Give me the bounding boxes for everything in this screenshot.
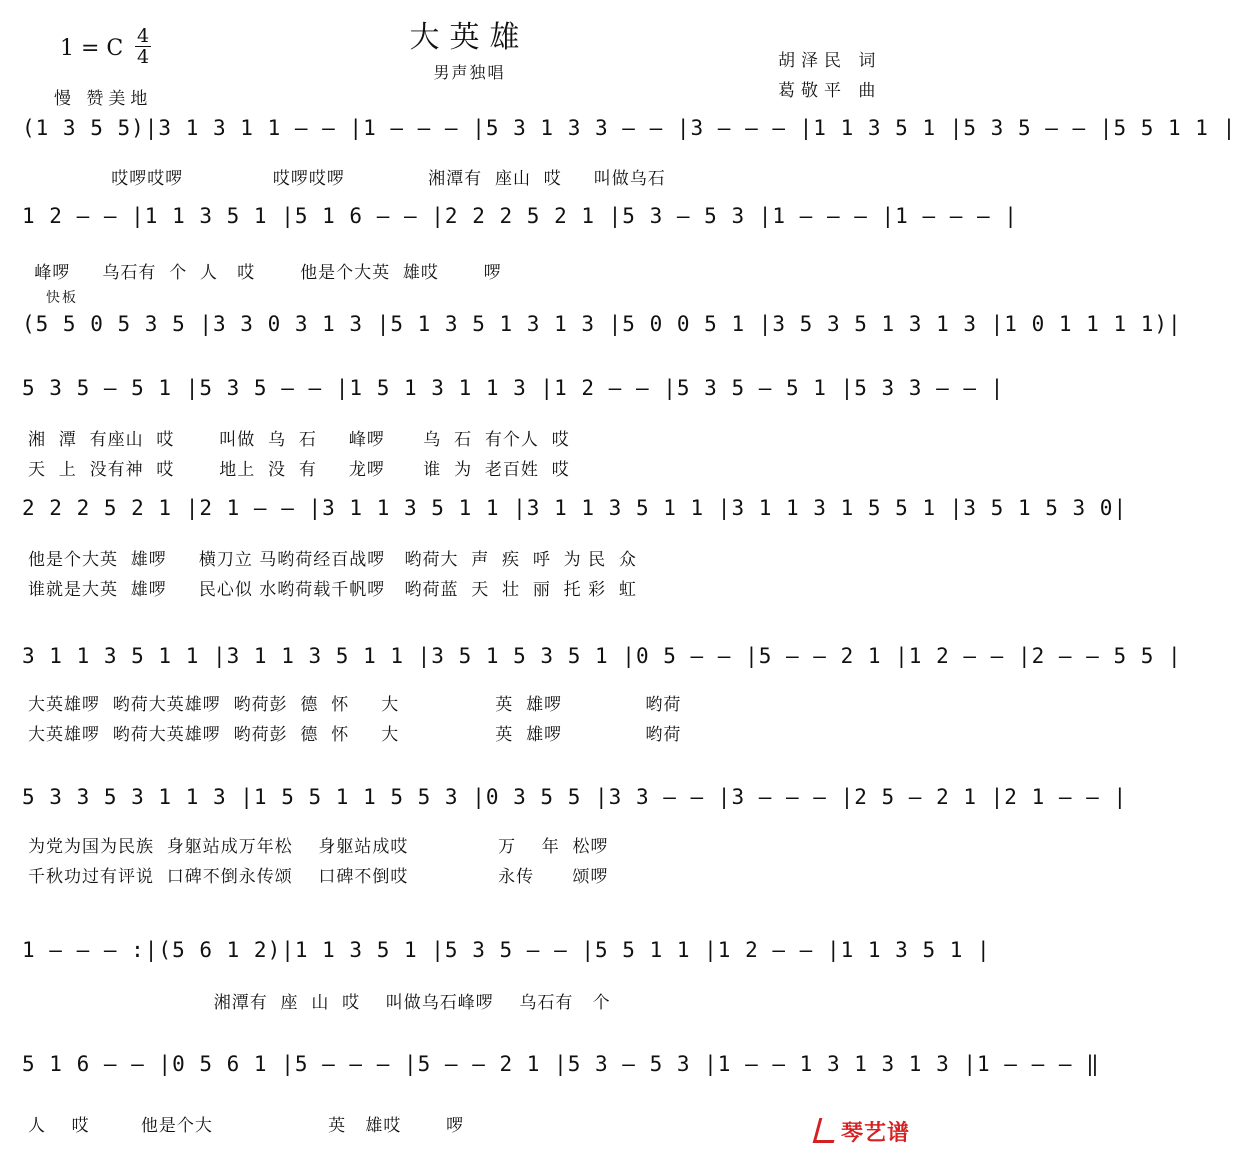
staff-line-7: 5 3 3 5 3 1 1 3 |1 5 5 1 1 5 5 3 |0 3 5 5 |3 3 — — |3 — — — |2 5 — 2 1 |2 1 — — | — [22, 785, 1128, 809]
staff-line-8: 1 — — — :|(5 6 1 2)|1 1 3 5 1 |5 3 5 — — |5 5 1 1 |1 2 — — |1 1 3 5 1 | — [22, 938, 991, 962]
logo-text: 琴艺谱 — [841, 1121, 911, 1146]
staff-line-1: (1 3 5 5)|3 1 3 1 1 — — |1 — — — |5 3 1 3 3 — — |3 — — — |1 1 3 5 1 |5 3 5 — — |5 5 1 1 | — [22, 116, 1236, 140]
staff-line-6: 3 1 1 3 5 1 1 |3 1 1 3 5 1 1 |3 5 1 5 3 5 1 |0 5 — — |5 — — 2 1 |1 2 — — |2 — — 5 5 | — [22, 644, 1182, 668]
staff-line-3: (5 5 0 5 3 5 |3 3 0 3 1 3 |5 1 3 5 1 3 1 3 |5 0 0 5 1 |3 5 3 5 1 3 1 3 |1 0 1 1 1 1)| — [22, 312, 1182, 336]
staff-line-5: 2 2 2 5 2 1 |2 1 — — |3 1 1 3 5 1 1 |3 1 1 3 5 1 1 |3 1 1 3 1 5 5 1 |3 5 1 5 3 0| — [22, 496, 1128, 520]
lyric-line-6-verse-1: 大英雄啰 哟荷大英雄啰 哟荷彭 德 怀 大 英 雄啰 哟荷 — [28, 695, 682, 715]
lyric-line-7-verse-2: 千秋功过有评说 口碑不倒永传颂 口碑不倒哎 永传 颂啰 — [28, 867, 609, 887]
composer-credit: 葛敬平 曲 — [778, 81, 882, 101]
song-subtitle: 男声独唱 — [433, 63, 506, 82]
logo-icon — [813, 1118, 841, 1143]
staff-line-2: 1 2 — — |1 1 3 5 1 |5 1 6 — — |2 2 2 5 2 1 |5 3 — 5 3 |1 — — — |1 — — — | — [22, 204, 1018, 228]
lyricist-credit: 胡泽民 词 — [778, 51, 882, 71]
lyric-line-5-verse-2: 谁就是大英 雄啰 民心似 水哟荷载千帆啰 哟荷蓝 天 壮 丽 托 彩 虹 — [28, 580, 637, 600]
lyric-line-4-verse-2: 天 上 没有神 哎 地上 没 有 龙啰 谁 为 老百姓 哎 — [28, 460, 570, 480]
lyric-line-7-verse-1: 为党为国为民族 身躯站成万年松 身躯站成哎 万 年 松啰 — [28, 837, 609, 857]
lyric-line-5-verse-1: 他是个大英 雄啰 横刀立 马哟荷经百战啰 哟荷大 声 疾 呼 为 民 众 — [28, 550, 637, 570]
staff-line-4: 5 3 5 — 5 1 |5 3 5 — — |1 5 1 3 1 1 3 |1 2 — — |5 3 5 — 5 1 |5 3 3 — — | — [22, 376, 1005, 400]
site-logo — [816, 1116, 910, 1147]
lyric-line-1-verse-1: 哎啰哎啰 哎啰哎啰 湘潭有 座山 哎 叫做乌石 — [28, 169, 666, 189]
time-signature-top: 4 — [136, 25, 150, 47]
tempo-marking: 慢 赞美地 — [54, 89, 153, 109]
staff-line-9: 5 1 6 — — |0 5 6 1 |5 — — — |5 — — 2 1 |5 3 — 5 3 |1 — — 1 3 1 3 1 3 |1 — — — ‖ — [22, 1052, 1100, 1076]
tempo-change-fast: 快板 — [46, 290, 78, 306]
lyric-line-2-verse-1: 峰啰 乌石有 个 人 哎 他是个大英 雄哎 啰 — [28, 263, 502, 283]
lyric-line-9-verse-1: 人 哎 他是个大 英 雄哎 啰 — [28, 1116, 465, 1136]
time-signature — [135, 26, 151, 67]
lyric-line-8-verse-1: 湘潭有 座 山 哎 叫做乌石峰啰 乌石有 个 — [28, 993, 611, 1013]
song-title: 大英雄 — [409, 20, 530, 55]
lyric-line-6-verse-2: 大英雄啰 哟荷大英雄啰 哟荷彭 德 怀 大 英 雄啰 哟荷 — [28, 725, 682, 745]
time-signature-bottom: 4 — [136, 46, 150, 68]
key-signature: 1 = C — [60, 36, 124, 61]
lyric-line-4-verse-1: 湘 潭 有座山 哎 叫做 乌 石 峰啰 乌 石 有个人 哎 — [28, 430, 570, 450]
